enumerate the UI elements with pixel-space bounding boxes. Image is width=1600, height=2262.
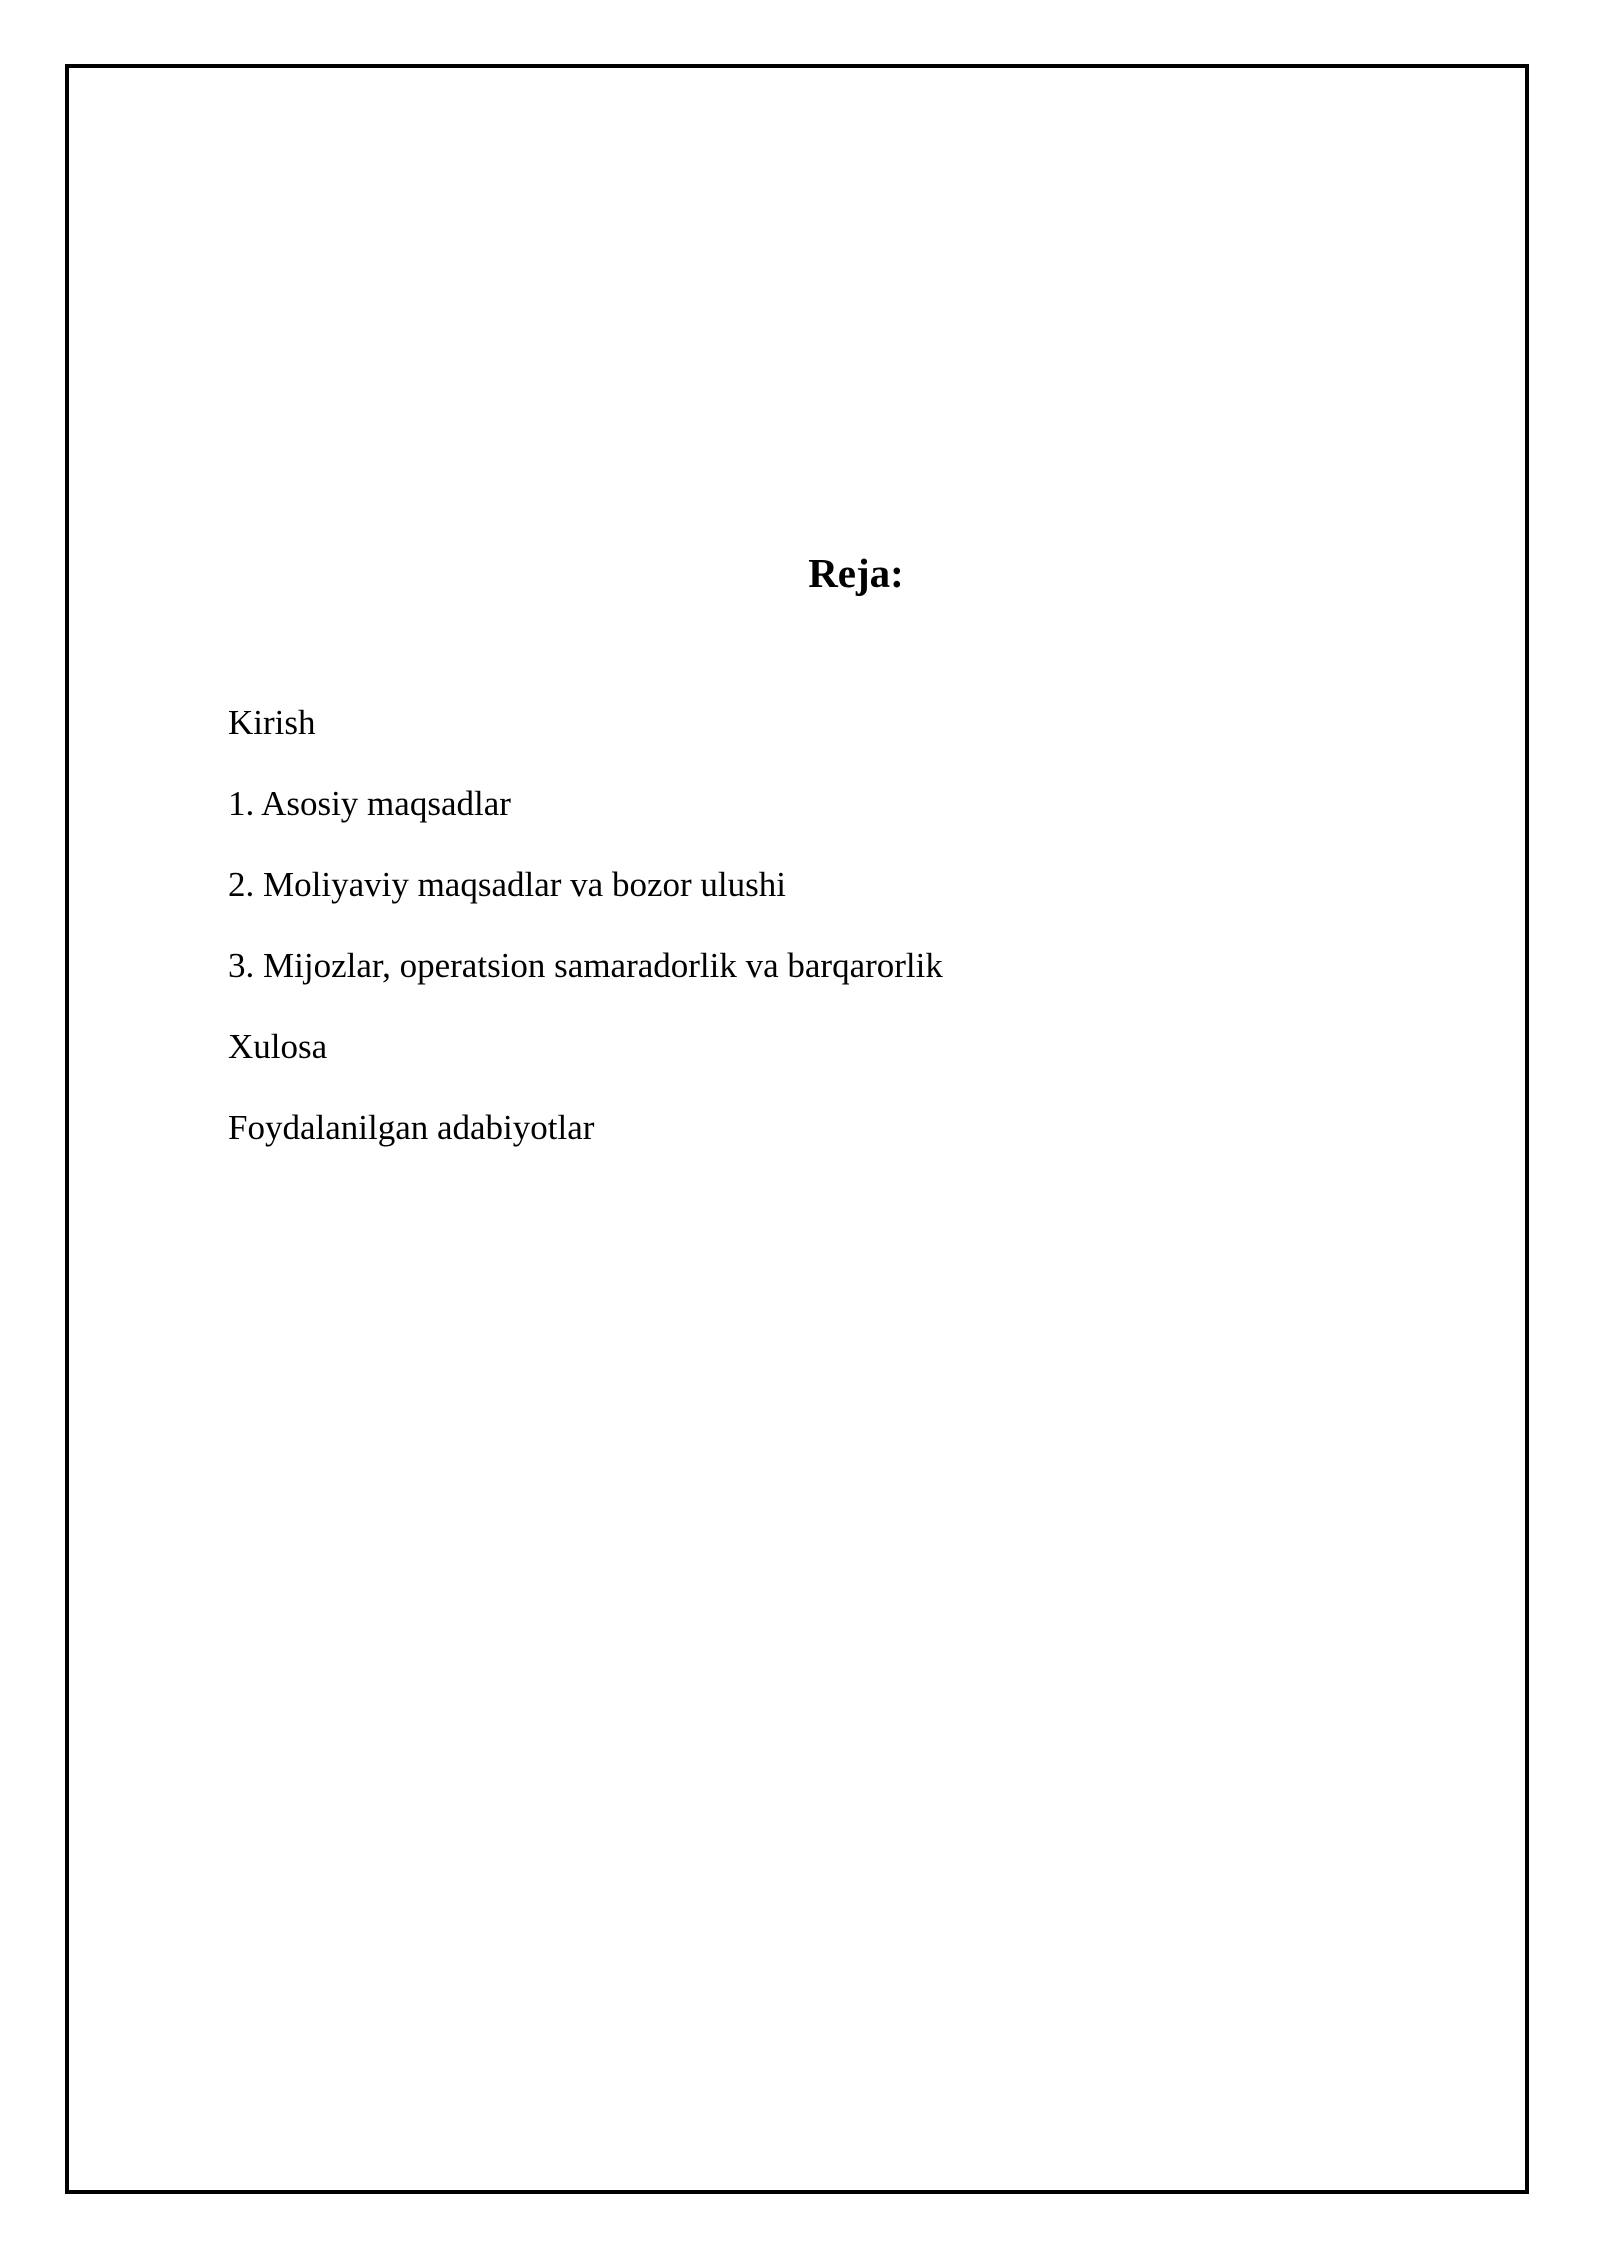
plan-item-references: Foydalanilgan adabiyotlar [228, 1108, 595, 1147]
plan-list [228, 700, 943, 1186]
plan-item-customers-efficiency: 3. Mijozlar, operatsion samaradorlik va barqarorlik [228, 946, 943, 985]
plan-item-conclusion: Xulosa [228, 1027, 328, 1066]
plan-item-main-goals: 1. Asosiy maqsadlar [228, 784, 511, 823]
plan-item-financial-goals: 2. Moliyaviy maqsadlar va bozor ulushi [228, 865, 786, 904]
plan-item-introduction: Kirish [228, 703, 316, 742]
page-title: Reja: [808, 550, 904, 596]
